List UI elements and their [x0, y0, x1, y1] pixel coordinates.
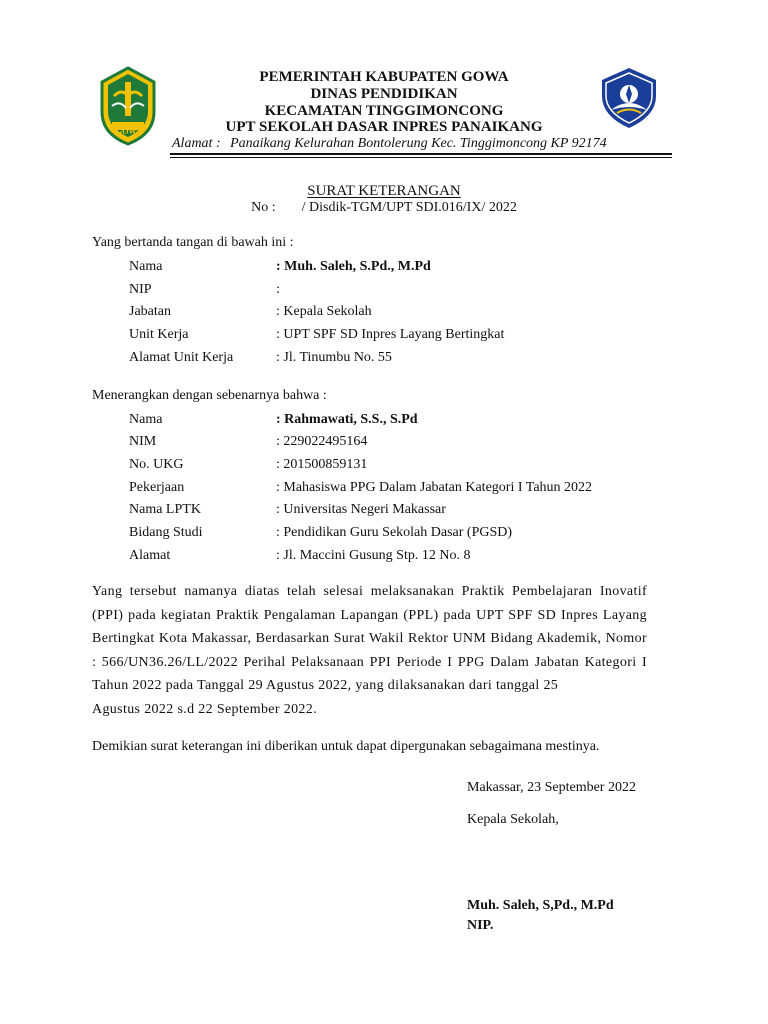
- signer-position-row: [0, 303, 768, 321]
- number-label: No :: [251, 200, 276, 215]
- letterhead-line-3: KECAMATAN TINGGIMONCONG: [264, 103, 504, 119]
- signer-unit-row: [0, 326, 768, 344]
- letterhead-line-4: UPT SEKOLAH DASAR INPRES PANAIKANG: [225, 119, 543, 135]
- subject-name-value: : Rahmawati, S.S., S.Pd: [276, 412, 418, 427]
- letterhead-line-2: DINAS PENDIDIKAN: [310, 86, 458, 102]
- signature-place-date: Makassar, 23 September 2022: [467, 780, 636, 795]
- subject-field-value: : Pendidikan Guru Sekolah Dasar (PGSD): [276, 525, 513, 540]
- signer-nip-label: NIP: [129, 282, 152, 297]
- subject-name-label: Nama: [129, 412, 163, 427]
- letterhead-rule-thin: [170, 157, 672, 158]
- subject-address-row: [0, 547, 768, 565]
- subject-name-row: [0, 411, 768, 429]
- signature-nip: NIP.: [467, 918, 494, 933]
- signer-name-value: : Muh. Saleh, S.Pd., M.Pd: [276, 259, 431, 274]
- subject-ukg-row: [0, 456, 768, 474]
- signature-position: Kepala Sekolah,: [467, 812, 559, 827]
- subject-nim-row: [0, 433, 768, 451]
- signer-position-value: : Kepala Sekolah: [276, 304, 372, 319]
- signer-position-label: Jabatan: [129, 304, 171, 319]
- number-value: / Disdik-TGM/UPT SDI.016/IX/ 2022: [301, 200, 517, 215]
- signer-name-row: [0, 258, 768, 276]
- closing-statement: Demikian surat keterangan ini diberikan untuk dapat dipergunakan sebagaimana mestinya.: [92, 739, 600, 754]
- letterhead-rule-thick: [170, 153, 672, 155]
- subject-job-label: Pekerjaan: [129, 480, 185, 495]
- school-address: [172, 135, 607, 153]
- letterhead-line-1: PEMERINTAH KABUPATEN GOWA: [259, 69, 509, 85]
- signer-nip-row: [0, 281, 768, 299]
- body-paragraph: [92, 580, 647, 722]
- document-number: [0, 199, 768, 217]
- subject-job-row: [0, 479, 768, 497]
- subject-address-label: Alamat: [129, 548, 171, 563]
- subject-nim-label: NIM: [129, 434, 157, 449]
- intro-subject: Menerangkan dengan sebenarnya bahwa :: [92, 388, 327, 403]
- signer-unit-address-row: [0, 349, 768, 367]
- signer-unit-value: : UPT SPF SD Inpres Layang Bertingkat: [276, 327, 505, 342]
- intro-signer: Yang bertanda tangan di bawah ini :: [92, 235, 294, 250]
- signer-unit-label: Unit Kerja: [129, 327, 189, 342]
- signer-unit-address-label: Alamat Unit Kerja: [129, 350, 234, 365]
- address-label: Alamat :: [172, 136, 221, 151]
- subject-address-value: : Jl. Maccini Gusung Stp. 12 No. 8: [276, 548, 471, 563]
- signer-unit-address-value: : Jl. Tinumbu No. 55: [276, 350, 392, 365]
- body-paragraph-last-line: Agustus 2022 s.d 22 September 2022.: [92, 701, 317, 717]
- address-text: Panaikang Kelurahan Bontolerung Kec. Tinggimoncong KP 92174: [230, 136, 607, 151]
- signer-nip-value: :: [276, 282, 280, 297]
- subject-lptk-row: [0, 501, 768, 519]
- subject-lptk-label: Nama LPTK: [129, 502, 201, 517]
- body-paragraph-main: Yang tersebut namanya diatas telah selesai melaksanakan Praktik Pembelajaran Inovatif (PPI) pada kegiatan Praktik Pengalaman Lapangan (PPL) pada UPT SPF SD Inpres Layang Bertingkat Kota Makassar, Berdasarkan Surat Wakil Rektor UNM Bidang Akademik, Nomor : 566/UN36.26/LL/2022 Perihal Pelaksanaan PPI Periode I PPG Dalam Jabatan Kategori I Tahun 2022 pada Tanggal 29 Agustus 2022, yang dilaksanakan dari tanggal 25: [92, 584, 647, 694]
- subject-field-label: Bidang Studi: [129, 525, 203, 540]
- subject-job-value: : Mahasiswa PPG Dalam Jabatan Kategori I Tahun 2022: [276, 480, 593, 495]
- document-title: SURAT KETERANGAN: [307, 183, 461, 199]
- subject-ukg-label: No. UKG: [129, 457, 184, 472]
- subject-field-row: [0, 524, 768, 542]
- subject-lptk-value: : Universitas Negeri Makassar: [276, 502, 446, 517]
- signer-name-label: Nama: [129, 259, 163, 274]
- signature-name: Muh. Saleh, S,Pd., M.Pd: [467, 898, 614, 913]
- subject-nim-value: : 229022495164: [276, 434, 368, 449]
- gowa-logo-text: GOWA: [116, 127, 142, 136]
- subject-ukg-value: : 201500859131: [276, 457, 368, 472]
